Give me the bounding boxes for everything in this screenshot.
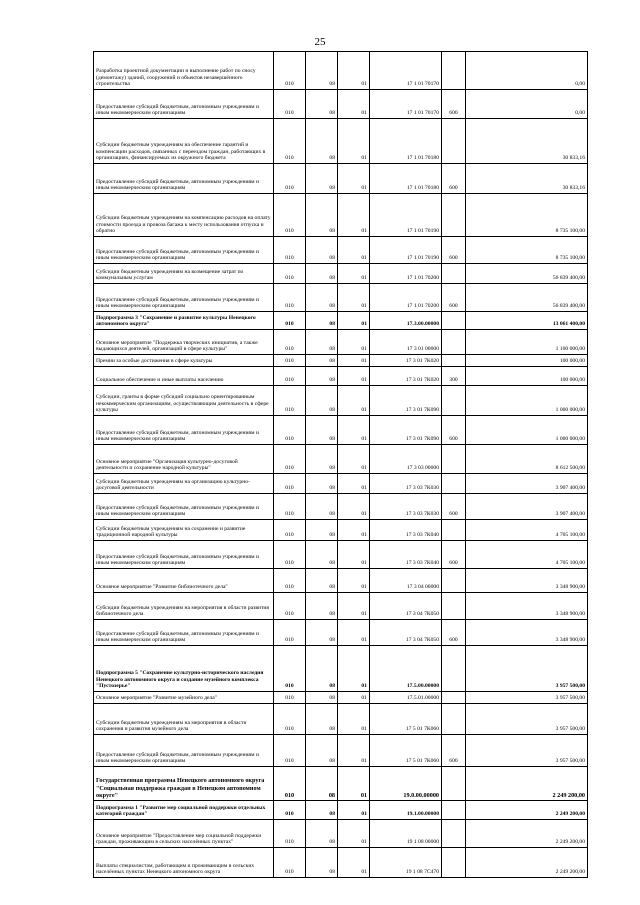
row-ministry-cell: 010 [274,593,306,620]
row-code-cell: 17 1 01 70200 [370,284,442,312]
row-name-cell: Основное мероприятие "Поддержка творческих инициатив, а также выдающихся деятелей, организаций в сфере культуры" [94,330,274,355]
row-subsection-cell: 01 [338,569,370,593]
row-subsection-cell: 01 [338,52,370,90]
row-subsection-cell: 01 [338,90,370,119]
row-ministry-cell: 010 [274,692,306,704]
row-subsection-cell: 01 [338,541,370,569]
row-section-cell: 08 [306,541,338,569]
row-section-cell: 08 [306,820,338,848]
table-row [94,355,588,367]
row-amount-cell: 2 249 200,00 [466,767,588,801]
row-ministry-cell: 010 [274,541,306,569]
row-vr-cell: 600 [442,620,466,646]
row-amount-cell: 56 839 400,00 [466,264,588,284]
table-row [94,692,588,704]
row-ministry-cell: 010 [274,367,306,386]
row-subsection-cell: 01 [338,119,370,164]
row-amount-cell: 100 000,00 [466,355,588,367]
row-subsection-cell: 01 [338,330,370,355]
row-subsection-cell: 01 [338,164,370,194]
table-row [94,386,588,416]
row-name-cell: Предоставление субсидий бюджетным, автономным учреждениям и иным некоммерческим организациям [94,164,274,194]
row-code-cell: 17 1 01 70190 [370,194,442,237]
table-row [94,164,588,194]
row-ministry-cell: 010 [274,164,306,194]
row-name-cell: Подпрограмма 3 "Сохранение и развитие культуры Ненецкого автономного округа" [94,312,274,330]
row-subsection-cell: 01 [338,801,370,820]
row-section-cell: 08 [306,692,338,704]
row-vr-cell [442,445,466,474]
row-name-cell: Основное мероприятие "Предоставление мер социальной поддержки граждан, проживающим в сельских населённых пунктах" [94,820,274,848]
row-amount-cell: 3 957 500,00 [466,646,588,692]
row-subsection-cell: 01 [338,820,370,848]
row-ministry-cell: 010 [274,494,306,520]
row-ministry-cell: 010 [274,445,306,474]
row-name-cell: Государственная программа Ненецкого автономного округа "Социальная поддержка граждан в Ненецком автономном округе" [94,767,274,801]
row-amount-cell: 3 957 500,00 [466,704,588,735]
table-row [94,735,588,767]
table-row [94,52,588,90]
row-vr-cell [442,767,466,801]
row-name-cell: Предоставление субсидий бюджетным, автономным учреждениям и иным некоммерческим организациям [94,284,274,312]
row-amount-cell: 4 705 100,00 [466,541,588,569]
row-ministry-cell: 010 [274,646,306,692]
row-vr-cell [442,194,466,237]
row-code-cell: 17.5.01.00000 [370,692,442,704]
row-code-cell: 17 3 01 7К090 [370,416,442,445]
row-ministry-cell: 010 [274,312,306,330]
budget-table-body [94,52,588,878]
row-ministry-cell: 010 [274,520,306,541]
table-row [94,330,588,355]
table-row [94,520,588,541]
row-vr-cell [442,52,466,90]
row-name-cell: Подпрограмма 1 "Развитие мер социальной поддержки отдельных категорий граждан" [94,801,274,820]
row-subsection-cell: 01 [338,312,370,330]
row-code-cell: 17 3 01 7К020 [370,367,442,386]
row-subsection-cell: 01 [338,445,370,474]
row-ministry-cell: 010 [274,704,306,735]
row-amount-cell: 3 957 500,00 [466,692,588,704]
table-row [94,767,588,801]
row-vr-cell [442,692,466,704]
row-name-cell: Разработка проектной документации и выполнение работ по сносу (демонтажу) зданий, сооружений и объектов незавершённого строительства [94,52,274,90]
row-amount-cell: 2 249 200,00 [466,820,588,848]
row-amount-cell: 1 000 000,00 [466,386,588,416]
row-section-cell: 08 [306,494,338,520]
budget-table [93,51,588,878]
row-name-cell: Субсидии бюджетным учреждениям на обеспечение гарантий и компенсации расходов, связанных с переездом граждан, работающих в организациях, финансируемых из окружного бюджета [94,119,274,164]
row-code-cell: 19.1.00.00000 [370,801,442,820]
row-code-cell: 17.5.00.00000 [370,646,442,692]
row-code-cell: 17 3 03 00000 [370,445,442,474]
row-section-cell: 08 [306,90,338,119]
row-name-cell: Субсидии бюджетным учреждениям на мероприятия в области сохранения и развития музейного дела [94,704,274,735]
row-amount-cell: 8 735 100,00 [466,237,588,264]
row-ministry-cell: 010 [274,355,306,367]
row-subsection-cell: 01 [338,367,370,386]
row-amount-cell: 30 833,16 [466,164,588,194]
row-name-cell: Предоставление субсидий бюджетным, автономным учреждениям и иным некоммерческим организациям [94,620,274,646]
table-row [94,284,588,312]
row-subsection-cell: 01 [338,646,370,692]
row-name-cell: Основное мероприятие "Развитие библиотечного дела" [94,569,274,593]
row-name-cell: Предоставление субсидий бюджетным, автономным учреждениям и иным некоммерческим организациям [94,90,274,119]
row-subsection-cell: 01 [338,386,370,416]
table-row [94,237,588,264]
row-subsection-cell: 01 [338,704,370,735]
row-code-cell: 19 1 08 00000 [370,820,442,848]
row-amount-cell: 3 907 400,00 [466,494,588,520]
row-name-cell: Субсидии бюджетным учреждениям на возмещение затрат по коммунальным услугам [94,264,274,284]
row-code-cell: 17 5 01 7К060 [370,735,442,767]
row-section-cell: 08 [306,355,338,367]
row-section-cell: 08 [306,767,338,801]
table-row [94,848,588,878]
row-subsection-cell: 01 [338,692,370,704]
row-vr-cell [442,474,466,494]
row-section-cell: 08 [306,848,338,878]
row-vr-cell [442,704,466,735]
row-amount-cell: 13 061 400,00 [466,312,588,330]
row-name-cell: Основное мероприятие "Организация культурно-досуговой деятельности и сохранение народной культуры" [94,445,274,474]
row-vr-cell: 600 [442,164,466,194]
row-amount-cell: 0,00 [466,52,588,90]
table-row [94,569,588,593]
row-vr-cell [442,820,466,848]
table-row [94,494,588,520]
row-subsection-cell: 01 [338,735,370,767]
row-vr-cell [442,264,466,284]
row-name-cell: Предоставление субсидий бюджетным, автономным учреждениям и иным некоммерческим организациям [94,735,274,767]
row-vr-cell: 600 [442,90,466,119]
row-code-cell: 17 1 01 70190 [370,237,442,264]
row-code-cell: 17 3 04 7К050 [370,593,442,620]
row-code-cell: 19.0.00.00000 [370,767,442,801]
row-amount-cell: 3 348 900,00 [466,569,588,593]
row-code-cell: 17 3 03 7К030 [370,494,442,520]
row-amount-cell: 3 907 400,00 [466,474,588,494]
row-name-cell: Субсидии бюджетным учреждениям на организацию культурно-досуговой деятельности [94,474,274,494]
row-code-cell: 17 1 01 70180 [370,119,442,164]
page-number: 25 [314,36,326,48]
row-amount-cell: 1 000 000,00 [466,416,588,445]
row-subsection-cell: 01 [338,237,370,264]
table-row [94,416,588,445]
row-amount-cell: 3 348 900,00 [466,620,588,646]
row-ministry-cell: 010 [274,735,306,767]
row-code-cell: 17 3 01 7К090 [370,386,442,416]
row-name-cell: Выплаты специалистам, работающим и проживающим в сельских населённых пунктах Ненецкого автономного округа [94,848,274,878]
row-ministry-cell: 010 [274,416,306,445]
row-amount-cell: 100 000,00 [466,367,588,386]
row-name-cell: Предоставление субсидий бюджетным, автономным учреждениям и иным некоммерческим организациям [94,237,274,264]
table-row [94,312,588,330]
row-vr-cell: 600 [442,416,466,445]
row-ministry-cell: 010 [274,474,306,494]
table-row [94,620,588,646]
row-section-cell: 08 [306,367,338,386]
row-name-cell: Субсидии бюджетным учреждениям на мероприятия в области развития библиотечного дела [94,593,274,620]
row-subsection-cell: 01 [338,474,370,494]
row-ministry-cell: 010 [274,848,306,878]
row-vr-cell [442,119,466,164]
row-section-cell: 08 [306,164,338,194]
row-section-cell: 08 [306,312,338,330]
row-amount-cell: 2 249 200,00 [466,848,588,878]
row-amount-cell: 2 249 200,00 [466,801,588,820]
row-name-cell: Предоставление субсидий бюджетным, автономным учреждениям и иным некоммерческим организациям [94,541,274,569]
row-subsection-cell: 01 [338,593,370,620]
row-ministry-cell: 010 [274,264,306,284]
row-section-cell: 08 [306,330,338,355]
row-vr-cell: 600 [442,284,466,312]
row-subsection-cell: 01 [338,284,370,312]
row-amount-cell: 8 735 100,00 [466,194,588,237]
row-section-cell: 08 [306,620,338,646]
table-row [94,367,588,386]
row-name-cell: Предоставление субсидий бюджетным, автономным учреждениям и иным некоммерческим организациям [94,416,274,445]
row-vr-cell [442,312,466,330]
row-ministry-cell: 010 [274,52,306,90]
row-section-cell: 08 [306,52,338,90]
row-code-cell: 17 1 01 70180 [370,164,442,194]
row-vr-cell [442,569,466,593]
row-ministry-cell: 010 [274,569,306,593]
row-subsection-cell: 01 [338,767,370,801]
row-subsection-cell: 01 [338,416,370,445]
row-subsection-cell: 01 [338,264,370,284]
row-code-cell: 17 5 01 7К060 [370,704,442,735]
row-subsection-cell: 01 [338,520,370,541]
row-vr-cell [442,330,466,355]
table-row [94,704,588,735]
row-section-cell: 08 [306,520,338,541]
row-code-cell: 17 3 01 7К020 [370,355,442,367]
row-section-cell: 08 [306,416,338,445]
row-vr-cell: 600 [442,735,466,767]
row-code-cell: 17 3 03 7К030 [370,474,442,494]
table-row [94,194,588,237]
row-amount-cell: 8 612 500,00 [466,445,588,474]
table-row [94,646,588,692]
row-section-cell: 08 [306,474,338,494]
row-section-cell: 08 [306,593,338,620]
row-code-cell: 17 1 01 70170 [370,52,442,90]
row-amount-cell: 0,00 [466,90,588,119]
table-row [94,820,588,848]
row-subsection-cell: 01 [338,848,370,878]
row-vr-cell [442,520,466,541]
row-vr-cell: 300 [442,367,466,386]
row-name-cell: Предоставление субсидий бюджетным, автономным учреждениям и иным некоммерческим организациям [94,494,274,520]
table-row [94,264,588,284]
row-ministry-cell: 010 [274,767,306,801]
row-ministry-cell: 010 [274,194,306,237]
row-ministry-cell: 010 [274,330,306,355]
row-name-cell: Субсидии, гранты в форме субсидий социально ориентированным некоммерческим организациям, осуществляющим деятельность в сфере культуры [94,386,274,416]
table-row [94,801,588,820]
row-ministry-cell: 010 [274,284,306,312]
row-ministry-cell: 010 [274,237,306,264]
table-row [94,541,588,569]
row-vr-cell: 600 [442,494,466,520]
row-section-cell: 08 [306,646,338,692]
row-code-cell: 17 3 03 7К040 [370,520,442,541]
table-row [94,474,588,494]
row-vr-cell [442,355,466,367]
row-section-cell: 08 [306,704,338,735]
row-section-cell: 08 [306,119,338,164]
row-ministry-cell: 010 [274,801,306,820]
row-amount-cell: 4 705 100,00 [466,520,588,541]
row-section-cell: 08 [306,735,338,767]
row-ministry-cell: 010 [274,820,306,848]
row-vr-cell [442,593,466,620]
row-subsection-cell: 01 [338,620,370,646]
table-row [94,119,588,164]
row-amount-cell: 30 833,16 [466,119,588,164]
row-code-cell: 17 3 03 7К040 [370,541,442,569]
row-section-cell: 08 [306,264,338,284]
row-subsection-cell: 01 [338,355,370,367]
row-name-cell: Основное мероприятие "Развитие музейного дела" [94,692,274,704]
row-vr-cell: 600 [442,237,466,264]
row-name-cell: Субсидии бюджетным учреждениям на компенсацию расходов на оплату стоимости проезда и провоза багажа к месту использования отпуска и обратно [94,194,274,237]
row-code-cell: 17 3 01 00000 [370,330,442,355]
row-code-cell: 17 1 01 70200 [370,264,442,284]
row-subsection-cell: 01 [338,494,370,520]
row-section-cell: 08 [306,386,338,416]
row-section-cell: 08 [306,194,338,237]
row-name-cell: Социальное обеспечение и иные выплаты населению [94,367,274,386]
row-amount-cell: 56 839 400,00 [466,284,588,312]
table-row [94,593,588,620]
row-ministry-cell: 010 [274,90,306,119]
row-vr-cell [442,801,466,820]
row-code-cell: 17 3 04 7К050 [370,620,442,646]
row-section-cell: 08 [306,569,338,593]
row-amount-cell: 3 348 900,00 [466,593,588,620]
row-subsection-cell: 01 [338,194,370,237]
row-ministry-cell: 010 [274,386,306,416]
row-name-cell: Премии за особые достижения в сфере культуры [94,355,274,367]
row-name-cell: Подпрограмма 5 "Сохранение культурно-исторического наследия Ненецкого автономного округа и создание музейного комплекса "Пустозерье" [94,646,274,692]
row-amount-cell: 1 100 000,00 [466,330,588,355]
row-vr-cell: 600 [442,541,466,569]
table-row [94,90,588,119]
row-name-cell: Субсидии бюджетным учреждениям на сохранение и развитие традиционной народной культуры [94,520,274,541]
row-section-cell: 08 [306,284,338,312]
row-code-cell: 19 1 08 7С470 [370,848,442,878]
row-code-cell: 17 1 01 70170 [370,90,442,119]
row-section-cell: 08 [306,445,338,474]
row-section-cell: 08 [306,801,338,820]
row-ministry-cell: 010 [274,119,306,164]
row-section-cell: 08 [306,237,338,264]
row-code-cell: 17.3.00.00000 [370,312,442,330]
row-vr-cell [442,646,466,692]
row-vr-cell [442,386,466,416]
row-code-cell: 17 3 04 00000 [370,569,442,593]
row-amount-cell: 3 957 500,00 [466,735,588,767]
table-row [94,445,588,474]
row-ministry-cell: 010 [274,620,306,646]
row-vr-cell [442,848,466,878]
